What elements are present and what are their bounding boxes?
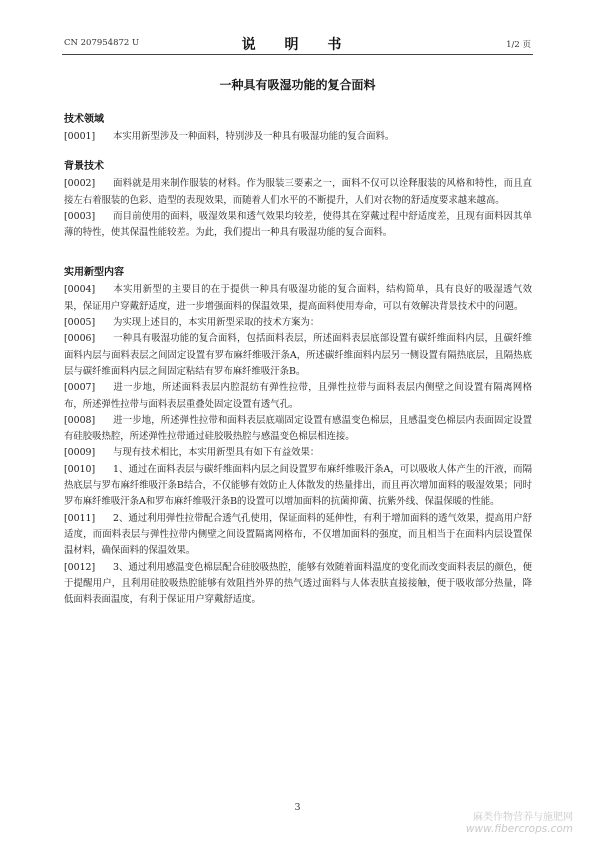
site-watermark (393, 808, 573, 835)
paragraph-number: [0004] (64, 284, 96, 296)
paragraph-0009 (64, 445, 532, 461)
paragraph-text: 为实现上述目的，本实用新型采取的技术方案为： (113, 317, 320, 329)
watermark-url: www.fibercrops.com (465, 823, 573, 835)
paragraph-text: 进一步地，所述面料表层内腔混纺有弹性拉带，且弹性拉带与面料表层内侧壁之间设置有隔离网格布，所述弹性拉带与面料表层重叠处固定设置有透气孔。 (64, 382, 532, 410)
paragraph-number: [0009] (64, 447, 96, 459)
paragraph-number: [0001] (64, 131, 96, 142)
paragraph-0003 (64, 209, 532, 242)
section-heading-background: 背景技术 (64, 161, 104, 173)
paragraph-text: 3、通过利用感温变色棉层配合硅胶吸热腔，能够有效随着面料温度的变化而改变面料表层的颜色，便于提醒用户，且利用硅胶吸热腔能够有效阻挡外界的热气透过面料与人体表肤直接接触，便于吸收部分热量，降低面料表面温度，有利于保证用户穿戴舒适度。 (64, 561, 532, 606)
paragraph-0006 (64, 331, 532, 380)
paragraph-0012 (64, 560, 532, 609)
section-heading-technical-field: 技术领域 (64, 114, 104, 125)
document-body (64, 102, 532, 608)
paragraph-number: [0011] (64, 512, 96, 524)
paragraph-0011 (64, 511, 532, 560)
paragraph-0005 (64, 315, 532, 331)
paragraph-number: [0008] (64, 414, 96, 426)
paragraph-number: [0012] (64, 561, 96, 573)
paragraph-0002 (64, 176, 532, 209)
paragraph-text: 1、通过在面料表层与碳纤维面料内层之间设置罗布麻纤维吸汗条A，可以吸收人体产生的汗液，而隔热底层与罗布麻纤维吸汗条B结合，不仅能够有效防止人体散发的热量排出，而且再次增加面料的吸湿效果；同时罗布麻纤维吸汗条A和罗布麻纤维吸汗条B的设置可以增加面料的抗菌抑菌、抗紫外线、保温保暖的性能。 (64, 463, 532, 508)
watermark-site-name: 麻类作物营养与施肥网 (473, 812, 573, 823)
paragraph-number: [0010] (64, 463, 96, 475)
paragraph-0004 (64, 282, 532, 315)
paragraph-number: [0003] (64, 210, 96, 222)
page-number: 3 (294, 802, 301, 813)
paragraph-text: 本实用新型涉及一种面料，特别涉及一种具有吸湿功能的复合面料。 (113, 131, 395, 142)
patent-number: CN 207954872 U (64, 38, 140, 48)
paragraph-text: 面料就是用来制作服装的材料。作为服装三要素之一，面料不仅可以诠释服装的风格和特性，而且直接左右着服装的色彩、造型的表现效果，而随着人们水平的不断提升，人们对衣物的舒适度要求越来越高。 (64, 178, 532, 206)
paragraph-number: [0002] (64, 178, 96, 190)
paragraph-text: 2、通过利用弹性拉带配合透气孔使用，保证面料的延伸性，有利于增加面料的透气效果，提高用户舒适度，而面料表层与弹性拉带内侧壁之间设置隔离网格布，不仅增加面料的强度，而且相当于在面料内层设置保温材料，确保面料的保温效果。 (64, 512, 532, 557)
page-indicator: 1/2 页 (506, 40, 531, 50)
paragraph-text: 而目前使用的面料，吸湿效果和透气效果均较差，使得其在穿戴过程中舒适度差，且现有面料因其单薄的特性，使其保温性能较差。为此，我们提出一种具有吸湿功能的复合面料。 (64, 210, 532, 239)
paragraph-text: 一种具有吸湿功能的复合面料，包括面料表层，所述面料表层底部设置有碳纤维面料内层，且碳纤维面料内层与面料表层之间固定设置有罗布麻纤维吸汗条A，所述碳纤维面料内层另一侧设置有隔热底层，且隔热底层与碳纤维面料内层之间固定粘结有罗布麻纤维吸汗条B。 (64, 333, 532, 377)
document-type-heading: 说 明 书 (241, 37, 354, 53)
paragraph-text: 进一步地，所述弹性拉带和面料表层底端固定设置有感温变色棉层，且感温变色棉层内表面固定设置有硅胶吸热腔，所述弹性拉带通过硅胶吸热腔与感温变色棉层相连接。 (64, 414, 532, 443)
header-divider (62, 54, 533, 55)
paragraph-text: 与现有技术相比，本实用新型具有如下有益效果： (113, 447, 320, 459)
paragraph-number: [0006] (64, 333, 96, 345)
paragraph-number: [0007] (64, 382, 96, 394)
paragraph-0010 (64, 462, 532, 511)
section-heading-utility-model-content: 实用新型内容 (64, 267, 124, 279)
paragraph-0001 (64, 129, 532, 145)
paragraph-0008 (64, 413, 532, 446)
paragraph-text: 本实用新型的主要目的在于提供一种具有吸湿功能的复合面料，结构简单，具有良好的吸湿透气效果，保证用户穿戴舒适度，进一步增强面料的保温效果，提高面料使用寿命，可以有效解决背景技术中的问题。 (64, 284, 532, 312)
document-title: 一种具有吸湿功能的复合面料 (219, 78, 376, 92)
paragraph-number: [0005] (64, 317, 96, 329)
paragraph-0007 (64, 380, 532, 413)
